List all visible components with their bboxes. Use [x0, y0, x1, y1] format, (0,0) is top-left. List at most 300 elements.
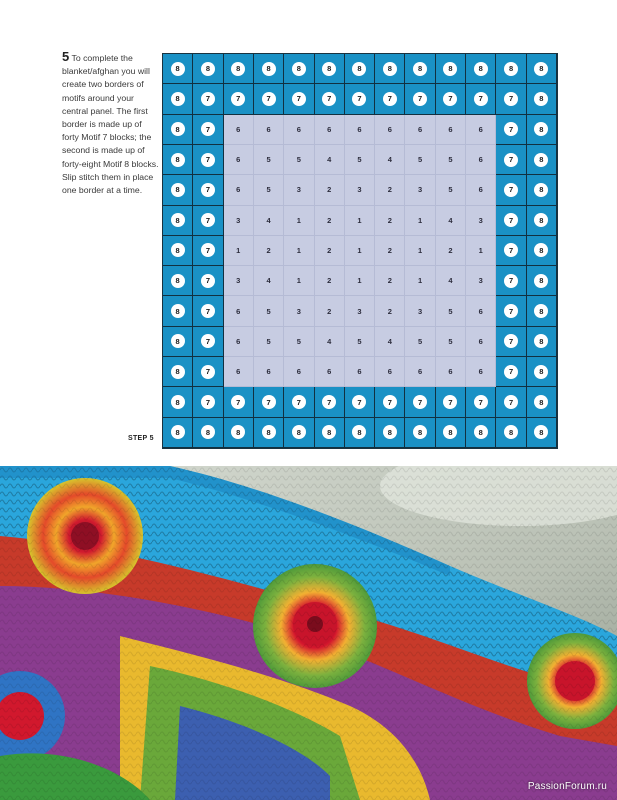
motif-number: 7 [504, 274, 518, 288]
border-motif-cell [466, 387, 496, 417]
motif-number: 1 [357, 215, 362, 225]
motif-number: 8 [474, 62, 488, 76]
border-motif-cell [284, 418, 314, 448]
motif-number: 6 [387, 367, 392, 377]
center-motif-cell [224, 327, 254, 357]
motif-number: 6 [327, 124, 332, 134]
motif-number: 8 [171, 334, 185, 348]
motif-number: 6 [478, 124, 483, 134]
motif-number: 6 [296, 367, 301, 377]
center-motif-cell [254, 115, 284, 145]
motif-number: 7 [231, 395, 245, 409]
motif-number: 8 [171, 365, 185, 379]
center-motif-cell [254, 357, 284, 387]
center-motif-cell [436, 357, 466, 387]
motif-number: 8 [413, 62, 427, 76]
border-motif-cell [496, 266, 526, 296]
motif-number: 8 [352, 425, 366, 439]
center-motif-cell [224, 296, 254, 326]
motif-number: 7 [262, 395, 276, 409]
border-motif-cell [466, 84, 496, 114]
center-motif-cell [345, 327, 375, 357]
motif-number: 8 [534, 153, 548, 167]
center-motif-cell [405, 357, 435, 387]
motif-number: 8 [171, 274, 185, 288]
motif-number: 7 [504, 304, 518, 318]
border-motif-cell [345, 418, 375, 448]
motif-number: 8 [534, 183, 548, 197]
border-motif-cell [224, 84, 254, 114]
center-motif-cell [254, 236, 284, 266]
motif-number: 8 [534, 425, 548, 439]
motif-number: 7 [201, 334, 215, 348]
motif-number: 1 [418, 276, 423, 286]
center-motif-cell [466, 145, 496, 175]
border-motif-cell [345, 84, 375, 114]
motif-number: 3 [418, 306, 423, 316]
border-motif-cell [527, 84, 557, 114]
motif-number: 5 [266, 336, 271, 346]
center-motif-cell [436, 327, 466, 357]
center-motif-cell [254, 175, 284, 205]
center-motif-cell [436, 296, 466, 326]
motif-number: 6 [236, 124, 241, 134]
center-motif-cell [375, 175, 405, 205]
motif-number: 6 [478, 155, 483, 165]
motif-number: 8 [171, 153, 185, 167]
border-motif-cell [527, 387, 557, 417]
border-motif-cell [224, 387, 254, 417]
motif-number: 2 [448, 245, 453, 255]
center-motif-cell [315, 357, 345, 387]
border-motif-cell [496, 327, 526, 357]
center-motif-cell [315, 206, 345, 236]
border-motif-cell [527, 418, 557, 448]
center-motif-cell [436, 115, 466, 145]
center-motif-cell [466, 175, 496, 205]
border-motif-cell [315, 54, 345, 84]
center-motif-cell [254, 296, 284, 326]
border-motif-cell [405, 54, 435, 84]
motif-number: 7 [504, 213, 518, 227]
border-motif-cell [436, 84, 466, 114]
motif-number: 7 [504, 243, 518, 257]
border-motif-cell [193, 418, 223, 448]
motif-number: 8 [504, 62, 518, 76]
center-motif-cell [405, 115, 435, 145]
motif-number: 5 [357, 336, 362, 346]
motif-number: 3 [357, 306, 362, 316]
center-motif-cell [436, 236, 466, 266]
motif-number: 7 [504, 153, 518, 167]
border-motif-cell [496, 84, 526, 114]
motif-number: 8 [534, 304, 548, 318]
motif-number: 2 [327, 245, 332, 255]
center-motif-cell [466, 266, 496, 296]
center-motif-cell [284, 145, 314, 175]
motif-number: 6 [418, 124, 423, 134]
motif-number: 8 [443, 62, 457, 76]
motif-number: 8 [413, 425, 427, 439]
center-motif-cell [315, 327, 345, 357]
center-motif-cell [345, 206, 375, 236]
motif-number: 8 [383, 425, 397, 439]
center-motif-cell [405, 145, 435, 175]
center-motif-cell [284, 115, 314, 145]
motif-number: 7 [504, 92, 518, 106]
diagram-label: STEP 5 [128, 435, 154, 442]
border-motif-cell [163, 418, 193, 448]
border-motif-cell [163, 145, 193, 175]
motif-number: 7 [383, 92, 397, 106]
border-motif-cell [163, 206, 193, 236]
motif-number: 3 [236, 276, 241, 286]
center-motif-cell [224, 236, 254, 266]
border-motif-cell [254, 54, 284, 84]
motif-number: 7 [443, 92, 457, 106]
center-motif-cell [345, 236, 375, 266]
border-motif-cell [436, 418, 466, 448]
border-motif-cell [527, 145, 557, 175]
motif-number: 6 [418, 367, 423, 377]
center-motif-cell [224, 206, 254, 236]
border-motif-cell [527, 327, 557, 357]
center-motif-cell [375, 296, 405, 326]
motif-number: 1 [296, 245, 301, 255]
motif-number: 8 [171, 243, 185, 257]
motif-number: 4 [387, 155, 392, 165]
motif-number: 2 [387, 185, 392, 195]
motif-number: 8 [534, 92, 548, 106]
center-motif-cell [254, 327, 284, 357]
motif-number: 6 [478, 367, 483, 377]
motif-number: 7 [201, 92, 215, 106]
motif-number: 4 [448, 276, 453, 286]
border-motif-cell [163, 236, 193, 266]
motif-number: 6 [236, 185, 241, 195]
motif-number: 1 [478, 245, 483, 255]
motif-number: 8 [171, 395, 185, 409]
motif-number: 2 [327, 185, 332, 195]
motif-number: 4 [448, 215, 453, 225]
border-motif-cell [466, 54, 496, 84]
motif-number: 8 [534, 62, 548, 76]
motif-number: 5 [266, 155, 271, 165]
motif-number: 7 [201, 153, 215, 167]
motif-number: 3 [296, 306, 301, 316]
motif-number: 3 [418, 185, 423, 195]
border-motif-cell [254, 84, 284, 114]
motif-number: 6 [236, 336, 241, 346]
motif-number: 7 [322, 395, 336, 409]
center-motif-cell [284, 327, 314, 357]
center-motif-cell [375, 206, 405, 236]
motif-number: 8 [292, 425, 306, 439]
motif-number: 1 [418, 215, 423, 225]
motif-number: 3 [478, 276, 483, 286]
center-motif-cell [315, 145, 345, 175]
center-motif-cell [315, 266, 345, 296]
motif-number: 2 [387, 245, 392, 255]
motif-number: 6 [357, 367, 362, 377]
motif-number: 7 [352, 395, 366, 409]
center-motif-cell [284, 236, 314, 266]
border-motif-cell [224, 54, 254, 84]
motif-number: 8 [171, 425, 185, 439]
border-motif-cell [254, 387, 284, 417]
motif-number: 2 [327, 215, 332, 225]
center-motif-cell [466, 236, 496, 266]
motif-number: 2 [266, 245, 271, 255]
border-motif-cell [193, 54, 223, 84]
blanket-layout-diagram [162, 53, 558, 449]
border-motif-cell [405, 418, 435, 448]
motif-number: 8 [474, 425, 488, 439]
motif-number: 2 [327, 306, 332, 316]
motif-number: 7 [504, 395, 518, 409]
motif-number: 7 [383, 395, 397, 409]
border-motif-cell [375, 54, 405, 84]
motif-number: 8 [171, 62, 185, 76]
center-motif-cell [405, 266, 435, 296]
motif-number: 1 [236, 245, 241, 255]
motif-number: 7 [443, 395, 457, 409]
motif-number: 1 [357, 245, 362, 255]
motif-number: 8 [231, 62, 245, 76]
center-motif-cell [284, 206, 314, 236]
center-motif-cell [315, 296, 345, 326]
border-motif-cell [345, 54, 375, 84]
motif-number: 6 [236, 367, 241, 377]
border-motif-cell [496, 387, 526, 417]
center-motif-cell [466, 296, 496, 326]
border-motif-cell [527, 357, 557, 387]
motif-number: 5 [418, 336, 423, 346]
border-motif-cell [163, 115, 193, 145]
motif-number: 7 [262, 92, 276, 106]
motif-number: 1 [296, 276, 301, 286]
motif-number: 5 [448, 155, 453, 165]
center-motif-cell [466, 115, 496, 145]
instructions-text [62, 50, 160, 197]
border-motif-cell [163, 175, 193, 205]
motif-number: 7 [322, 92, 336, 106]
motif-number: 6 [236, 155, 241, 165]
center-motif-cell [254, 266, 284, 296]
center-motif-cell [405, 206, 435, 236]
border-motif-cell [315, 418, 345, 448]
center-motif-cell [375, 145, 405, 175]
border-motif-cell [496, 236, 526, 266]
motif-number: 8 [534, 213, 548, 227]
motif-number: 4 [327, 155, 332, 165]
border-motif-cell [436, 54, 466, 84]
motif-number: 3 [236, 215, 241, 225]
border-motif-cell [193, 236, 223, 266]
motif-number: 4 [266, 276, 271, 286]
border-motif-cell [345, 387, 375, 417]
center-motif-cell [224, 115, 254, 145]
motif-number: 8 [534, 334, 548, 348]
border-motif-cell [405, 84, 435, 114]
motif-number: 7 [474, 395, 488, 409]
motif-number: 5 [296, 336, 301, 346]
border-motif-cell [163, 84, 193, 114]
border-motif-cell [193, 84, 223, 114]
motif-number: 8 [534, 395, 548, 409]
center-motif-cell [284, 175, 314, 205]
motif-number: 6 [266, 367, 271, 377]
motif-number: 7 [201, 304, 215, 318]
motif-number: 7 [352, 92, 366, 106]
center-motif-cell [375, 115, 405, 145]
center-motif-cell [405, 327, 435, 357]
motif-number: 5 [448, 185, 453, 195]
motif-number: 6 [478, 185, 483, 195]
motif-number: 7 [201, 274, 215, 288]
motif-number: 8 [322, 425, 336, 439]
motif-number: 6 [296, 124, 301, 134]
motif-number: 6 [478, 306, 483, 316]
motif-number: 1 [296, 215, 301, 225]
motif-number: 4 [387, 336, 392, 346]
watermark-text: PassionForum.ru [527, 781, 607, 792]
border-motif-cell [163, 296, 193, 326]
motif-number: 3 [296, 185, 301, 195]
center-motif-cell [436, 175, 466, 205]
center-motif-cell [345, 115, 375, 145]
center-motif-cell [466, 357, 496, 387]
center-motif-cell [375, 327, 405, 357]
border-motif-cell [405, 387, 435, 417]
motif-number: 6 [448, 124, 453, 134]
border-motif-cell [163, 387, 193, 417]
motif-number: 5 [357, 155, 362, 165]
center-motif-cell [224, 145, 254, 175]
center-motif-cell [345, 357, 375, 387]
border-motif-cell [527, 296, 557, 326]
motif-number: 6 [478, 336, 483, 346]
motif-number: 7 [201, 213, 215, 227]
border-motif-cell [163, 327, 193, 357]
border-motif-cell [527, 266, 557, 296]
motif-number: 7 [504, 334, 518, 348]
center-motif-cell [315, 175, 345, 205]
motif-number: 8 [262, 425, 276, 439]
border-motif-cell [527, 236, 557, 266]
motif-number: 7 [201, 395, 215, 409]
border-motif-cell [527, 54, 557, 84]
center-motif-cell [436, 206, 466, 236]
motif-number: 8 [322, 62, 336, 76]
motif-number: 7 [413, 395, 427, 409]
border-motif-cell [315, 84, 345, 114]
motif-number: 7 [504, 122, 518, 136]
motif-number: 4 [327, 336, 332, 346]
center-motif-cell [345, 296, 375, 326]
border-motif-cell [193, 266, 223, 296]
border-motif-cell [496, 175, 526, 205]
border-motif-cell [163, 357, 193, 387]
motif-number: 8 [352, 62, 366, 76]
motif-number: 6 [327, 367, 332, 377]
center-motif-cell [315, 115, 345, 145]
motif-number: 8 [171, 92, 185, 106]
motif-number: 7 [292, 92, 306, 106]
motif-number: 2 [387, 215, 392, 225]
motif-number: 6 [266, 124, 271, 134]
motif-number: 7 [201, 243, 215, 257]
step-description: To complete the blanket/afghan you will create two borders of motifs around your central panel. The first border is made up of forty Motif 7 blocks; the second is made up of forty-eight Motif 8 blocks. Slip stitch them in place one border at a time. [62, 53, 159, 196]
motif-number: 2 [387, 276, 392, 286]
border-motif-cell [193, 296, 223, 326]
border-motif-cell [496, 115, 526, 145]
border-motif-cell [193, 387, 223, 417]
center-motif-cell [375, 266, 405, 296]
border-motif-cell [527, 175, 557, 205]
motif-number: 8 [171, 122, 185, 136]
border-motif-cell [163, 266, 193, 296]
center-motif-cell [375, 357, 405, 387]
motif-number: 8 [534, 122, 548, 136]
motif-number: 5 [448, 306, 453, 316]
center-motif-cell [345, 266, 375, 296]
border-motif-cell [163, 54, 193, 84]
motif-number: 7 [292, 395, 306, 409]
motif-number: 3 [478, 215, 483, 225]
border-motif-cell [375, 84, 405, 114]
border-motif-cell [527, 206, 557, 236]
border-motif-cell [375, 418, 405, 448]
motif-number: 2 [387, 306, 392, 316]
border-motif-cell [527, 115, 557, 145]
motif-number: 8 [292, 62, 306, 76]
motif-number: 8 [201, 62, 215, 76]
border-motif-cell [193, 145, 223, 175]
center-motif-cell [345, 145, 375, 175]
motif-number: 7 [504, 365, 518, 379]
border-motif-cell [496, 54, 526, 84]
motif-number: 7 [201, 183, 215, 197]
motif-number: 8 [201, 425, 215, 439]
center-motif-cell [466, 206, 496, 236]
motif-number: 7 [474, 92, 488, 106]
border-motif-cell [284, 54, 314, 84]
motif-number: 8 [443, 425, 457, 439]
motif-number: 1 [418, 245, 423, 255]
motif-number: 8 [171, 304, 185, 318]
center-motif-cell [224, 266, 254, 296]
border-motif-cell [496, 296, 526, 326]
border-motif-cell [193, 327, 223, 357]
border-motif-cell [466, 418, 496, 448]
motif-number: 8 [171, 213, 185, 227]
motif-number: 8 [504, 425, 518, 439]
motif-number: 5 [448, 336, 453, 346]
border-motif-cell [496, 418, 526, 448]
center-motif-cell [405, 175, 435, 205]
border-motif-cell [224, 418, 254, 448]
motif-number: 6 [357, 124, 362, 134]
border-motif-cell [496, 206, 526, 236]
border-motif-cell [284, 387, 314, 417]
border-motif-cell [496, 145, 526, 175]
center-motif-cell [224, 357, 254, 387]
motif-number: 1 [357, 276, 362, 286]
photo-illustration [0, 466, 617, 800]
border-motif-cell [193, 175, 223, 205]
center-motif-cell [405, 236, 435, 266]
